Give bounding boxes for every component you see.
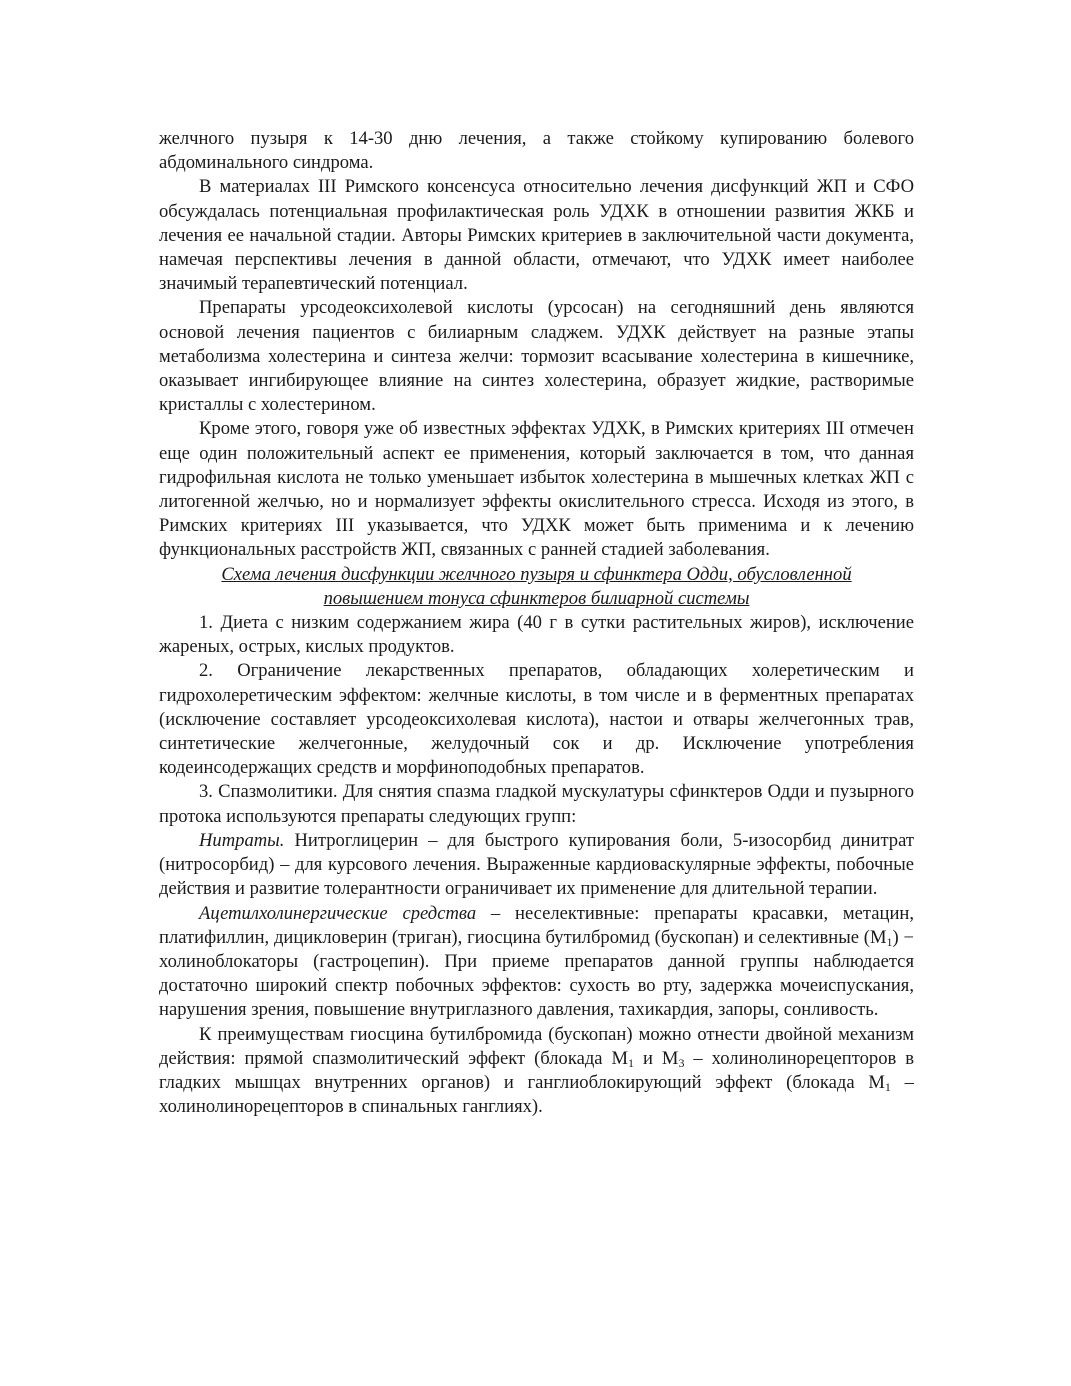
- term-nitrates: Нитраты.: [199, 829, 285, 851]
- list-item-spasmolytics: 3. Спазмолитики. Для снятия спазма гладкой мускулатуры сфинктеров Одди и пузырного протока используются препараты следующих групп:: [159, 781, 914, 827]
- document-page: [159, 127, 914, 1119]
- paragraph-ursodeoxycholic-acid: Препараты урсодеоксихолевой кислоты (урсосан) на сегодняшний день являются основой лечения пациентов с билиарным сладжем. УДХК действует на разные этапы метаболизма холестерина и синтеза желчи: тормозит всасывание холестерина в кишечнике, оказывает ингибирующее влияние на синтез холестерина, образует жидкие, растворимые кристаллы с холестерином.: [159, 297, 914, 416]
- paragraph-nitrates: [159, 829, 914, 902]
- subscript-1: 1: [886, 934, 893, 949]
- subscript-m3: 3: [678, 1055, 685, 1070]
- list-item-drug-restriction: 2. Ограничение лекарственных препаратов, обладающих холеретическим и гидрохолеретическим эффектом: желчные кислоты, в том числе и в ферментных препаратах (исключение составляет урсодеоксихолевая кислота), настои и отвары желчегонных трав, синтетические желчегонные, желудочный сок и др. Исключение употребления кодеинсодержащих средств и морфиноподобных препаратов.: [159, 660, 914, 779]
- buscopan-text-b: и M: [634, 1047, 679, 1069]
- anticholinergics-text-b: ) − холиноблокаторы (гастроцепин). При приеме препаратов данной группы наблюдается достаточно широкий спектр побочных эффектов: сухость во рту, задержка мочеиспускания, нарушения зрения, повышение внутриглазного давления, тахикардия, запоры, сонливость.: [159, 926, 915, 1021]
- paragraph-rome-consensus: В материалах III Римского консенсуса относительно лечения дисфункций ЖП и СФО обсуждалась потенциальная профилактическая роль УДХК в отношении развития ЖКБ и лечения ее начальной стадии. Авторы Римских критериев в заключительной части документа, намечая перспективы лечения в данной области, отмечают, что УДХК имеет наиболее значимый терапевтический потенциал.: [159, 176, 914, 295]
- paragraph-continuation: желчного пузыря к 14-30 дню лечения, а также стойкому купированию болевого абдоминального синдрома.: [159, 128, 914, 174]
- buscopan-text-d: –холинолинорецепторов в спинальных ганглиях).: [159, 1071, 914, 1118]
- section-heading-line-2: повышением тонуса сфинктеров билиарной системы: [323, 587, 750, 609]
- subscript-m1-second: 1: [884, 1079, 891, 1094]
- list-item-diet: 1. Диета с низким содержанием жира (40 г в сутки растительных жиров), исключение жареных, острых, кислых продуктов.: [159, 612, 914, 658]
- buscopan-text-a: К преимуществам гиосцина бутилбромида (бускопан) можно отнести двойной механизм действия: прямой спазмолитический эффект (блокада M: [159, 1023, 914, 1069]
- subscript-m1: 1: [628, 1055, 635, 1070]
- term-anticholinergics: Ацетилхолинергические средства: [199, 902, 477, 924]
- section-heading: [159, 563, 914, 611]
- buscopan-text-c: – холинолинорецепторов в гладких мышцах внутренних органов) и ганглиоблокирующий эффект (блокада M: [159, 1047, 915, 1093]
- paragraph-buscopan: [159, 1023, 914, 1120]
- paragraph-anticholinergics: [159, 902, 914, 1023]
- section-heading-line-1: Схема лечения дисфункции желчного пузыря и сфинктера Одди, обусловленной: [221, 563, 852, 585]
- nitrates-text: Нитроглицерин – для быстрого купирования боли, 5-изосорбид динитрат (нитросорбид) – для курсового лечения. Выраженные кардиоваскулярные эффекты, побочные действия и развитие толерантности ограничивает их применение для длительной терапии.: [159, 829, 914, 900]
- anticholinergics-text-a: – неселективные: препараты красавки, метацин, платифиллин, дицикловерин (триган), гиосцина бутилбромид (бускопан) и селективные (M: [159, 902, 914, 948]
- paragraph-udca-effects: Кроме этого, говоря уже об известных эффектах УДХК, в Римских критериях III отмечен еще один положительный аспект ее применения, который заключается в том, что данная гидрофильная кислота не только уменьшает избыток холестерина в мышечных клетках ЖП с литогенной желчью, но и нормализует эффекты окислительного стресса. Исходя из этого, в Римских критериях III указывается, что УДХК может быть применима и к лечению функциональных расстройств ЖП, связанных с ранней стадией заболевания.: [159, 418, 914, 561]
